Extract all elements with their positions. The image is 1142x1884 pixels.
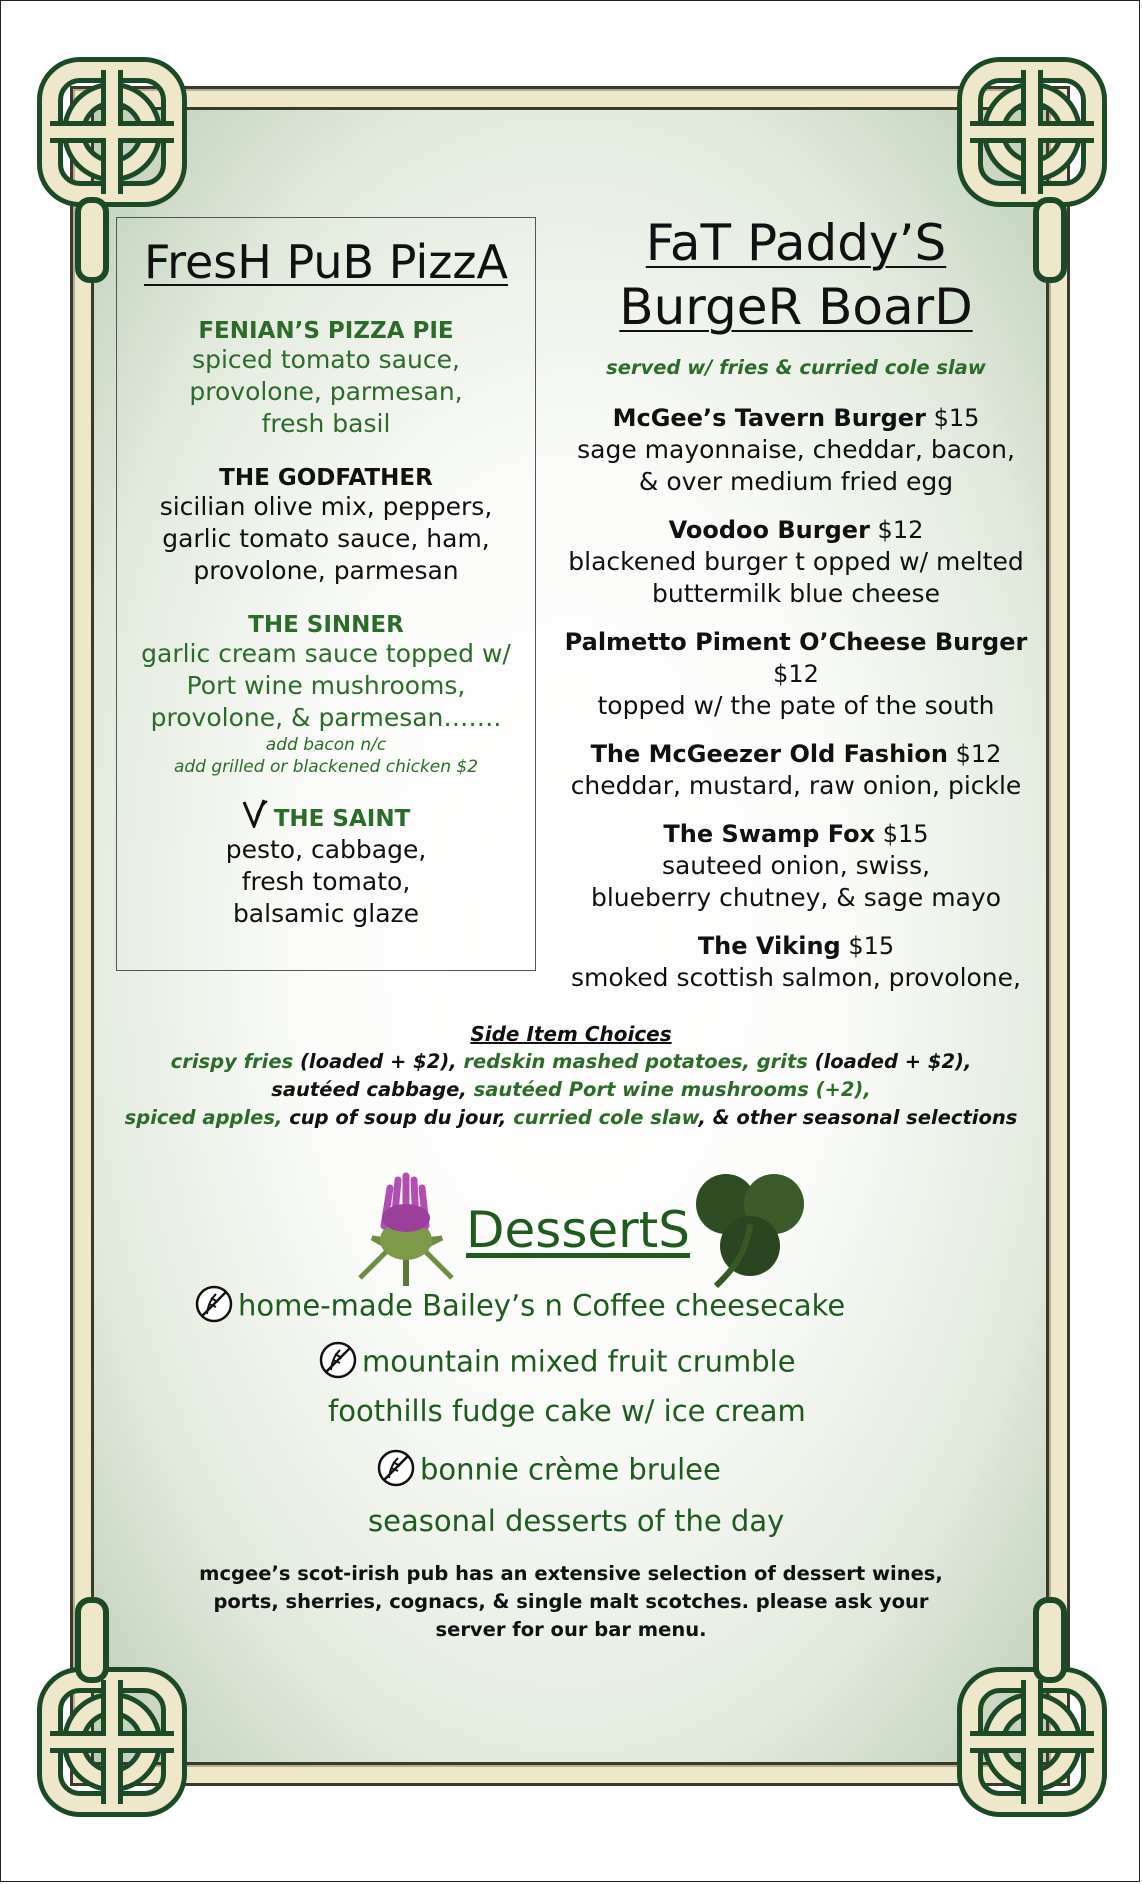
pizza-item-desc: garlic tomato sauce, ham, bbox=[162, 524, 490, 553]
side-item: redskin mashed potatoes, grits bbox=[463, 1050, 808, 1073]
burger-item-desc: sauteed onion, swiss, bbox=[661, 851, 931, 880]
pizza-item bbox=[117, 612, 535, 778]
shamrock-icon bbox=[686, 1160, 814, 1288]
desserts-title: DessertS bbox=[466, 1201, 691, 1259]
pizza-item-name: THE GODFATHER bbox=[219, 465, 433, 491]
pizza-item-name: FENIAN’S PIZZA PIE bbox=[198, 318, 454, 344]
burger-item bbox=[546, 402, 1046, 498]
dessert-item-label: mountain mixed fruit crumble bbox=[362, 1344, 796, 1379]
side-item: curried cole slaw bbox=[513, 1106, 699, 1129]
thistle-icon bbox=[350, 1168, 462, 1286]
pizza-item-label: THE SAINT bbox=[273, 806, 411, 832]
pizza-item-desc: garlic cream sauce topped w/ bbox=[141, 639, 511, 668]
pizza-addon-note: add bacon n/c bbox=[265, 735, 387, 755]
pizza-item-desc: fresh basil bbox=[261, 409, 391, 438]
burger-item-price: $12 bbox=[877, 516, 924, 544]
vegetarian-leaf-icon bbox=[242, 798, 268, 834]
burger-item bbox=[546, 818, 1046, 914]
burger-item-desc: buttermilk blue cheese bbox=[652, 579, 940, 608]
burger-item-price: $15 bbox=[882, 820, 929, 848]
side-item-note: (loaded + $2), bbox=[807, 1050, 972, 1073]
burger-item-desc: topped w/ the pate of the south bbox=[597, 691, 995, 720]
burger-item-header bbox=[546, 738, 1046, 770]
pizza-item-name: THE SINNER bbox=[248, 612, 404, 638]
burger-item-header bbox=[546, 402, 1046, 434]
bar-menu-note-line: ports, sherries, cognacs, & single malt scotches. please ask your bbox=[213, 1590, 929, 1613]
side-items-heading: Side Item Choices bbox=[470, 1022, 672, 1046]
burger-item-name: The McGeezer Old Fashion bbox=[590, 740, 948, 768]
side-items-section bbox=[116, 1020, 1026, 1132]
pizza-item bbox=[117, 318, 535, 440]
burger-subtitle: served w/ fries & curried cole slaw bbox=[606, 356, 986, 379]
dessert-item-label: home-made Bailey’s n Coffee cheesecake bbox=[238, 1288, 846, 1323]
dessert-item-label: seasonal desserts of the day bbox=[368, 1504, 785, 1538]
pizza-section bbox=[116, 217, 536, 971]
pizza-title: FresH PuB PizzA bbox=[143, 235, 509, 289]
pizza-item bbox=[117, 798, 535, 930]
dessert-item bbox=[194, 1284, 845, 1331]
dessert-item bbox=[376, 1448, 721, 1495]
gluten-free-icon bbox=[194, 1284, 234, 1331]
burger-title-line1: FaT Paddy’S bbox=[645, 214, 947, 272]
burger-title-line2: BurgeR BoarD bbox=[619, 278, 973, 336]
pizza-item-desc: provolone, parmesan, bbox=[189, 377, 463, 406]
pizza-item bbox=[117, 465, 535, 587]
burger-item-name: McGee’s Tavern Burger bbox=[612, 404, 926, 432]
burger-item-header bbox=[546, 930, 1046, 962]
pizza-item-desc: Port wine mushrooms, bbox=[186, 671, 466, 700]
burger-item-desc: & over medium fried egg bbox=[638, 467, 954, 496]
burger-item-header bbox=[546, 818, 1046, 850]
side-items-line bbox=[116, 1104, 1026, 1132]
side-item: sautéed Port wine mushrooms (+2), bbox=[473, 1078, 871, 1101]
dessert-item bbox=[368, 1504, 784, 1538]
side-item-note: , & other seasonal selections bbox=[698, 1106, 1018, 1129]
burger-item-header bbox=[546, 514, 1046, 546]
gluten-free-icon bbox=[318, 1340, 358, 1387]
burger-item-header bbox=[546, 626, 1046, 690]
dessert-item bbox=[328, 1394, 806, 1428]
dessert-item bbox=[318, 1340, 796, 1387]
burger-item-price: $12 bbox=[773, 660, 819, 688]
side-item: crispy fries bbox=[170, 1050, 294, 1073]
burger-item-price: $15 bbox=[933, 404, 980, 432]
dessert-item-label: bonnie crème brulee bbox=[420, 1452, 721, 1487]
pizza-item-desc: provolone, & parmesan……. bbox=[150, 703, 502, 732]
pizza-addon-note: add grilled or blackened chicken $2 bbox=[173, 757, 479, 777]
pizza-item-desc: pesto, cabbage, bbox=[225, 835, 427, 864]
burger-item-price: $15 bbox=[848, 932, 895, 960]
pizza-item-desc: provolone, parmesan bbox=[193, 556, 459, 585]
pizza-item-desc: sicilian olive mix, peppers, bbox=[159, 492, 493, 521]
side-item: cup of soup du jour, bbox=[289, 1106, 514, 1129]
pizza-item-desc: balsamic glaze bbox=[232, 899, 420, 928]
pizza-item-desc: spiced tomato sauce, bbox=[192, 345, 460, 374]
burger-item-desc: blackened burger t opped w/ melted bbox=[568, 547, 1024, 576]
side-items-line bbox=[116, 1076, 1026, 1104]
burger-item-name: The Viking bbox=[697, 932, 841, 960]
dessert-item-label: foothills fudge cake w/ ice cream bbox=[328, 1394, 806, 1428]
burger-item bbox=[546, 514, 1046, 610]
burger-item-name: Voodoo Burger bbox=[668, 516, 870, 544]
burger-list bbox=[546, 402, 1046, 994]
side-item-note: (loaded + $2), bbox=[293, 1050, 464, 1073]
bar-menu-note bbox=[116, 1560, 1026, 1644]
gluten-free-icon bbox=[376, 1448, 416, 1495]
burger-item bbox=[546, 626, 1046, 722]
burger-item-desc: sage mayonnaise, cheddar, bacon, bbox=[577, 435, 1015, 464]
burger-item bbox=[546, 930, 1046, 994]
side-item: sautéed cabbage, bbox=[271, 1078, 474, 1101]
side-item: spiced apples, bbox=[124, 1106, 290, 1129]
burger-item-price: $12 bbox=[955, 740, 1002, 768]
pizza-item-desc: fresh tomato, bbox=[241, 867, 411, 896]
burger-item-desc: cheddar, mustard, raw onion, pickle bbox=[570, 771, 1022, 800]
side-items-line bbox=[116, 1048, 1026, 1076]
burger-item-desc: smoked scottish salmon, provolone, bbox=[571, 963, 1021, 992]
bar-menu-note-line: mcgee’s scot-irish pub has an extensive selection of dessert wines, bbox=[199, 1562, 943, 1585]
burger-item-desc: blueberry chutney, & sage mayo bbox=[590, 883, 1002, 912]
pizza-item-name-row bbox=[117, 798, 535, 834]
burger-item bbox=[546, 738, 1046, 802]
burger-item-name: Palmetto Piment O’Cheese Burger bbox=[564, 628, 1028, 656]
bar-menu-note-line: server for our bar menu. bbox=[435, 1618, 707, 1641]
burger-item-name: The Swamp Fox bbox=[663, 820, 876, 848]
